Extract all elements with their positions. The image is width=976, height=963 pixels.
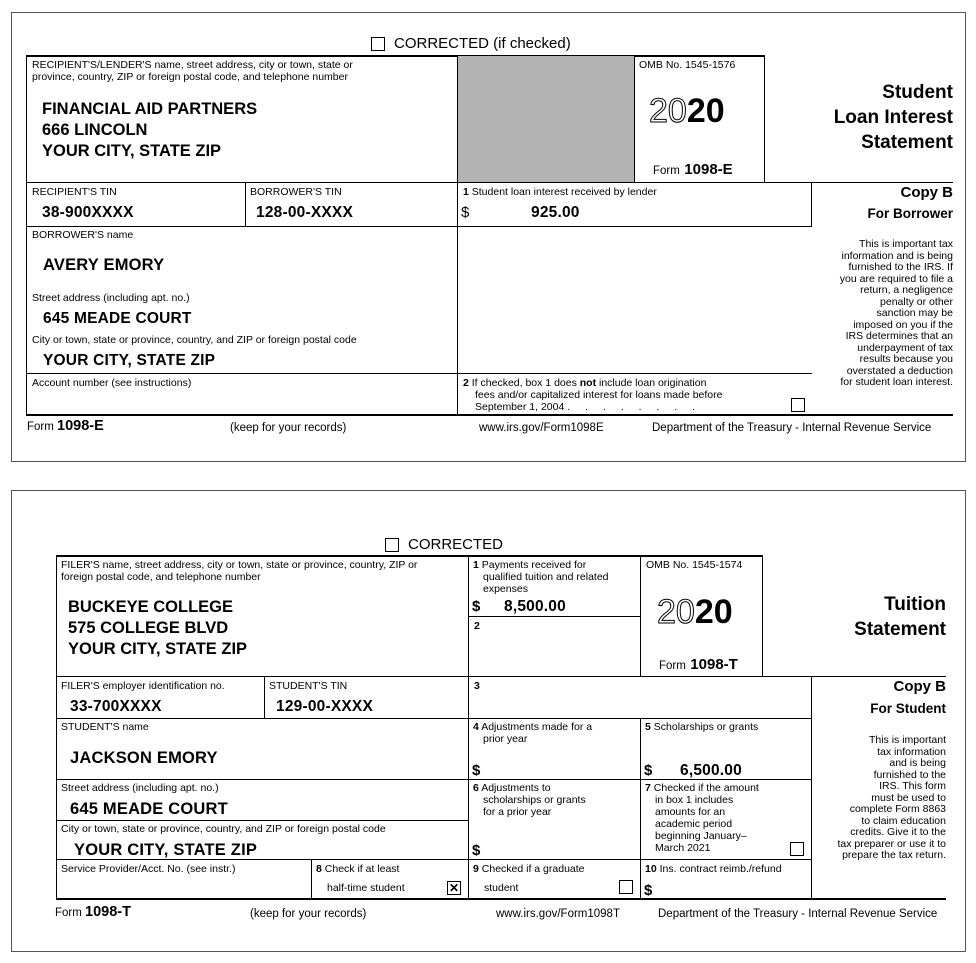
box8-label: [316, 863, 399, 875]
bottom-rule: [26, 414, 953, 416]
notice-line: credits. Give it to the: [850, 826, 946, 838]
recipient-label: RECIPIENT'S/LENDER'S name, street address, city or town, state or: [32, 59, 353, 71]
box5-label: [645, 721, 758, 733]
box3-num: [474, 680, 480, 692]
form-prefix: Form: [659, 660, 686, 672]
box1-text: Payments received for: [481, 559, 587, 571]
notice-line: furnished to the: [873, 768, 946, 781]
form-title: [854, 592, 946, 642]
box9-text: student: [484, 882, 519, 894]
box7-num: 7: [645, 782, 651, 794]
box1-text: expenses: [483, 583, 528, 595]
box2-text-a: If checked, box 1 does: [471, 377, 580, 389]
student-name: JACKSON EMORY: [70, 749, 218, 767]
street-label: Street address (including apt. no.): [61, 782, 219, 794]
footer-url[interactable]: www.irs.gov/Form1098E: [479, 422, 604, 434]
rule: [56, 555, 57, 899]
box2-text-c: include loan origination: [596, 377, 707, 389]
box2-num: 2: [463, 377, 469, 389]
recipient-city: YOUR CITY, STATE ZIP: [42, 142, 222, 160]
omb-number: OMB No. 1545-1576: [639, 59, 736, 71]
form-number: 1098-E: [684, 161, 733, 178]
notice-line: complete Form 8863: [849, 803, 946, 815]
omb-number: OMB No. 1545-1574: [646, 559, 743, 571]
notice-line: imposed on you if the: [853, 318, 953, 331]
box5-value: 6,500.00: [680, 762, 742, 779]
footer-form-prefix: Form: [55, 907, 82, 919]
box7-text: amounts for an: [655, 806, 726, 818]
rule: [26, 182, 953, 183]
ein-label: FILER'S employer identification no.: [61, 680, 225, 692]
title-line: Student: [882, 82, 953, 103]
form-number: 1098-T: [690, 656, 738, 673]
title-line: Loan Interest: [833, 107, 953, 128]
borrower-tin-label: BORROWER'S TIN: [250, 186, 342, 198]
notice-line: penalty or other: [880, 295, 953, 308]
rule: [811, 182, 812, 227]
footer-dept: Department of the Treasury - Internal Revenue Service: [652, 422, 932, 434]
notice-line: and is being: [889, 757, 946, 769]
box9-num: 9: [473, 863, 479, 875]
filer-street: 575 COLLEGE BLVD: [68, 619, 229, 637]
notice-line: overstated a deduction: [846, 364, 953, 377]
box4-label: [473, 721, 592, 745]
footer-keep: (keep for your records): [230, 422, 347, 434]
box1-label: [473, 559, 609, 595]
year-outline: 20: [657, 593, 695, 631]
provider-label: Service Provider/Acct. No. (see instr.): [61, 863, 236, 875]
form-id: [653, 161, 733, 179]
student-name-label: STUDENT'S name: [61, 721, 149, 733]
title-line: Statement: [854, 619, 946, 640]
box7-text: Checked if the amount: [653, 782, 759, 794]
notice-line: information and is being: [841, 249, 953, 262]
year-fill: 20: [694, 593, 733, 631]
box6-text: for a prior year: [483, 806, 552, 818]
notice-line: underpayment of tax: [857, 341, 953, 354]
box2-text-b: not: [579, 377, 597, 389]
box9-text: Checked if a graduate: [481, 863, 585, 875]
box2-label: [463, 377, 706, 389]
year-fill: 20: [686, 92, 725, 130]
box1-value: 8,500.00: [504, 598, 566, 615]
corrected-checkbox[interactable]: [385, 538, 399, 552]
street-value: 645 MEADE COURT: [43, 310, 192, 327]
box8-checkbox[interactable]: ✕: [448, 881, 460, 895]
rule: [311, 859, 312, 899]
top-rule: [56, 555, 762, 557]
rule: [469, 616, 640, 617]
filer-name: BUCKEYE COLLEGE: [68, 598, 234, 616]
corrected-checkbox[interactable]: [371, 37, 385, 51]
rule: [56, 820, 468, 821]
box7-text: March 2021: [655, 842, 711, 854]
notice-line: to claim education: [861, 814, 946, 827]
box4-text: Adjustments made for a: [481, 721, 593, 733]
form-title: [834, 80, 953, 155]
box1-num: 1: [463, 186, 469, 198]
city-label: City or town, state or province, country, and ZIP or foreign postal code: [32, 334, 357, 346]
tax-year: [649, 92, 725, 131]
recipient-label: province, country, ZIP or foreign postal code, and telephone number: [32, 71, 348, 83]
footer-url[interactable]: www.irs.gov/Form1098T: [496, 908, 620, 920]
box10-dollar: $: [644, 882, 653, 899]
recipient-name: FINANCIAL AID PARTNERS: [42, 100, 258, 118]
footer-form-number: 1098-E: [57, 418, 104, 434]
footer-form: [27, 418, 104, 434]
box5-num: 5: [645, 721, 651, 733]
recipient-tin: 38-900XXXX: [42, 204, 134, 221]
rule: [640, 555, 641, 676]
corrected-label: CORRECTED (if checked): [394, 35, 571, 52]
city-label: City or town, state or province, country, and ZIP or foreign postal code: [61, 823, 386, 835]
notice-line: sanction may be: [876, 307, 953, 319]
student-tin: 129-00-XXXX: [276, 698, 373, 715]
box5-text: Scholarships or grants: [653, 721, 759, 733]
notice-line: This is important: [868, 734, 946, 746]
box1-text: qualified tuition and related: [483, 571, 609, 583]
borrower-name: AVERY EMORY: [43, 256, 165, 274]
box10-num: 10: [645, 863, 657, 875]
filer-label: foreign postal code, and telephone number: [61, 571, 261, 583]
box2-line2: fees and/or capitalized interest for loans made before: [475, 389, 723, 401]
title-line: Tuition: [884, 594, 946, 615]
footer-form-number: 1098-T: [85, 904, 131, 920]
year-outline: 20: [649, 92, 687, 130]
notice-line: you are required to file a: [839, 272, 953, 285]
footer-form: [55, 904, 131, 920]
box8-num: 8: [316, 863, 322, 875]
box4-dollar: $: [472, 762, 481, 779]
form-id: [659, 656, 738, 674]
leader-dots: . . . . . . . .: [567, 401, 701, 413]
rule: [26, 226, 812, 227]
recipient-tin-label: RECIPIENT'S TIN: [32, 186, 117, 198]
box8-text: half-time student: [327, 882, 405, 894]
street-label: Street address (including apt. no.): [32, 292, 190, 304]
copy-for: For Borrower: [867, 206, 953, 221]
rule: [26, 55, 27, 416]
footer-form-prefix: Form: [27, 421, 54, 433]
filer-label: FILER'S name, street address, city or town, state or province, country, ZIP or: [61, 559, 418, 571]
notice-line: furnished to the IRS. If: [848, 261, 953, 273]
box7-text: in box 1 includes: [655, 794, 734, 806]
box2-num-text: 2: [474, 620, 480, 632]
box2-checkbox[interactable]: [791, 398, 805, 412]
box7-checkbox[interactable]: [790, 842, 804, 856]
notice-line: must be used to: [871, 791, 946, 804]
box4-num: 4: [473, 721, 479, 733]
account-label: Account number (see instructions): [32, 377, 192, 389]
copy-for: For Student: [870, 701, 946, 716]
form-prefix: Form: [653, 165, 680, 177]
box1-num: 1: [473, 559, 479, 571]
rule: [468, 555, 469, 899]
box1-text: Student loan interest received by lender: [471, 186, 657, 198]
box6-label: [473, 782, 586, 818]
box7-text: academic period: [655, 818, 733, 830]
student-tin-label: STUDENT'S TIN: [269, 680, 348, 692]
ein-value: 33-700XXXX: [70, 698, 162, 715]
rule: [764, 55, 765, 182]
box10-text: Ins. contract reimb./refund: [659, 863, 782, 875]
box6-dollar: $: [472, 842, 481, 859]
box8-text: Check if at least: [324, 863, 400, 875]
rule: [56, 718, 812, 719]
box9-checkbox[interactable]: [619, 880, 633, 894]
rule: [26, 373, 812, 374]
shaded-area: [458, 56, 634, 182]
box4-text: prior year: [483, 733, 528, 745]
notice-line: for student loan interest.: [840, 376, 953, 388]
box7-text: beginning January–: [655, 830, 747, 842]
box1-dollar: $: [461, 204, 470, 221]
corrected-label: CORRECTED: [408, 536, 504, 553]
notice-line: tax preparer or use it to: [837, 837, 946, 850]
notice-line: IRS determines that an: [845, 330, 953, 342]
footer-dept: Department of the Treasury - Internal Revenue Service: [658, 908, 938, 920]
box2-num: [474, 620, 480, 632]
borrower-name-label: BORROWER'S name: [32, 229, 134, 241]
box1-dollar: $: [472, 598, 481, 615]
street-value: 645 MEADE COURT: [70, 800, 228, 818]
box1-value: 925.00: [531, 204, 580, 221]
box9-label: [473, 863, 585, 875]
rule: [762, 555, 763, 676]
rule: [634, 55, 635, 182]
bottom-rule: [56, 898, 946, 900]
city-value: YOUR CITY, STATE ZIP: [43, 352, 216, 369]
notice-line: This is important tax: [859, 238, 953, 250]
box7-label: [645, 782, 759, 854]
box2-line3: [475, 401, 701, 413]
notice-line: return, a negligence: [860, 284, 953, 296]
box6-text: Adjustments to: [481, 782, 551, 794]
box1-label: [463, 186, 657, 198]
box3-num-text: 3: [474, 680, 480, 692]
copy-label: Copy B: [893, 678, 946, 695]
city-value: YOUR CITY, STATE ZIP: [74, 841, 258, 859]
notice-text: [806, 735, 946, 862]
recipient-street: 666 LINCOLN: [42, 121, 148, 139]
rule: [264, 676, 265, 718]
box2-date: September 1, 2004: [475, 401, 565, 413]
borrower-tin: 128-00-XXXX: [256, 204, 353, 221]
notice-line: IRS. This form: [879, 780, 946, 792]
copy-label: Copy B: [900, 184, 953, 201]
notice-line: results because you: [859, 353, 953, 365]
title-line: Statement: [861, 132, 953, 153]
footer-keep: (keep for your records): [250, 908, 367, 920]
notice-text: [803, 239, 953, 389]
top-rule: [26, 55, 764, 57]
box10-label: [645, 863, 782, 875]
rule: [640, 718, 641, 899]
notice-line: tax information: [877, 745, 946, 758]
box6-text: scholarships or grants: [483, 794, 586, 806]
notice-line: prepare the tax return.: [842, 849, 946, 861]
rule: [56, 676, 946, 677]
box5-dollar: $: [644, 762, 653, 779]
filer-city: YOUR CITY, STATE ZIP: [68, 640, 248, 658]
box6-num: 6: [473, 782, 479, 794]
rule: [245, 182, 246, 227]
tax-year: [657, 593, 733, 632]
